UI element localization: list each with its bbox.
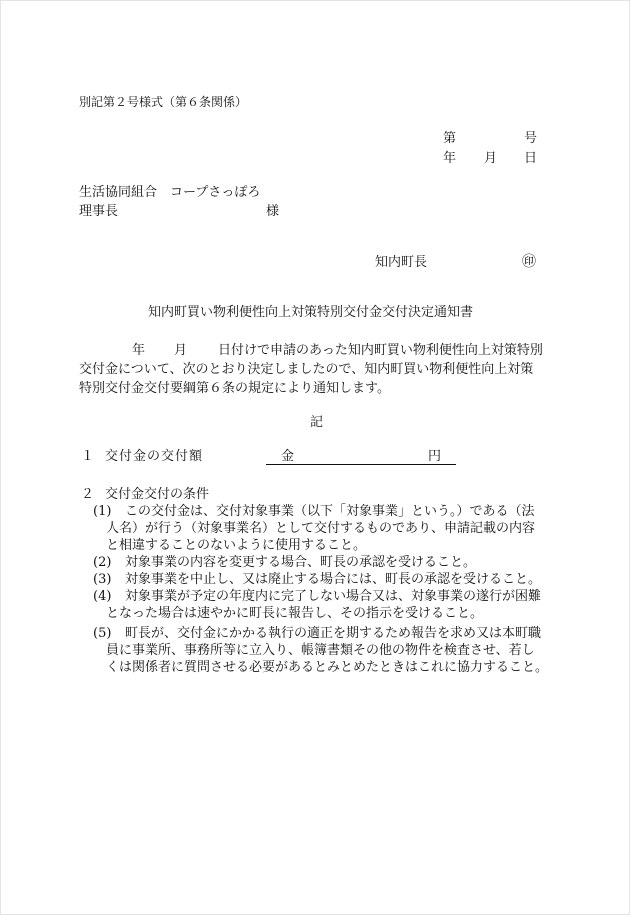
date-day: 日: [524, 151, 538, 166]
condition-line: 人名）が行う（対象事業名）として交付するものであり、申請記載の内容: [106, 521, 536, 536]
doc-number-prefix: 第: [443, 131, 457, 146]
intro-month: 月: [174, 343, 188, 358]
ki-heading: 記: [310, 415, 324, 430]
date-month: 月: [484, 151, 498, 166]
condition-line: くは関係者に質問させる必要があるとみとめたときはこれに協力すること。: [106, 660, 549, 675]
condition-number: (3): [93, 572, 112, 587]
document-title: 知内町買い物利便性向上対策特別交付金交付決定通知書: [148, 305, 474, 320]
section1-label: 交付金の交付額: [105, 449, 204, 464]
condition-line: 員に事業所、事務所等に立入り、帳簿書類その他の物件を検査させ、若し: [106, 643, 535, 658]
amount-yen: 円: [428, 449, 442, 464]
condition-line: と相違することのないように使用すること。: [106, 538, 367, 553]
recipient-honorific: 様: [266, 204, 280, 219]
recipient-org: 生活協同組合 コープさっぽろ: [79, 185, 261, 200]
condition-line: 町長が、交付金にかかる執行の適正を期するため報告を求め又は本町職: [125, 626, 542, 641]
condition-number: (2): [93, 555, 112, 570]
sender-name: 知内町長: [375, 255, 428, 270]
condition-number: (4): [93, 589, 112, 604]
recipient-title: 理事長: [79, 204, 119, 219]
section1-number: １: [81, 449, 95, 464]
intro-line1: 日付けで申請のあった知内町買い物利便性向上対策特別: [218, 343, 543, 358]
condition-line: 対象事業を中止し、又は廃止する場合には、町長の承認を受けること。: [125, 572, 542, 587]
condition-line: 対象事業が予定の年度内に完了しない場合又は、対象事業の遂行が困難: [125, 589, 542, 604]
form-label: 別記第２号様式（第６条関係）: [79, 95, 248, 109]
amount-kin: 金: [281, 449, 295, 464]
condition-number: (1): [93, 504, 112, 519]
section2-number: ２: [81, 487, 95, 502]
condition-line: 対象事業の内容を変更する場合、町長の承認を受けること。: [125, 555, 477, 570]
section2-label: 交付金交付の条件: [105, 487, 210, 502]
condition-line: この交付金は、交付対象事業（以下「対象事業」という。）である（法: [125, 504, 535, 519]
doc-number-suffix: 号: [524, 131, 538, 146]
intro-line2: 交付金について、次のとおり決定しましたので、知内町買い物利便性向上対策: [79, 362, 534, 377]
intro-year: 年: [132, 343, 146, 358]
seal-mark: ㊞: [522, 254, 536, 270]
date-year: 年: [443, 151, 457, 166]
intro-line3: 特別交付金交付要綱第６条の規定により通知します。: [79, 381, 390, 396]
condition-number: (5): [93, 626, 112, 641]
condition-line: となった場合は速やかに町長に報告し、その指示を受けること。: [106, 606, 484, 621]
